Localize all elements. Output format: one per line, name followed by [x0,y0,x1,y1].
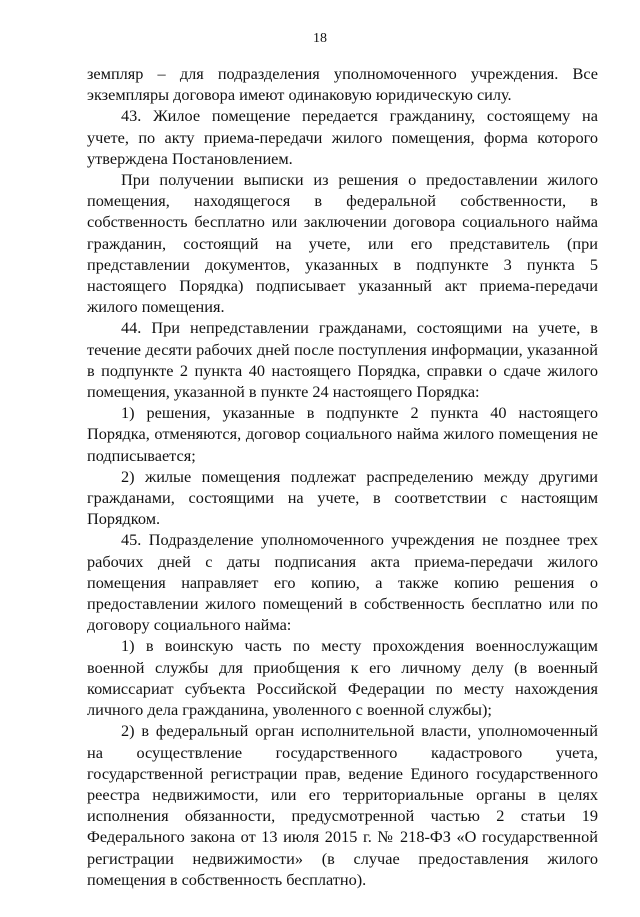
paragraph-item-44-sub-2: 2) жилые помещения подлежат распределению между другими гражданами, состоящими на учете, в соответствии с настоящим Порядком. [87,466,598,529]
document-body [87,63,598,890]
paragraph-item-45: 45. Подразделение уполномоченного учреждения не позднее трех рабочих дней с даты подписания акта приема-передачи жилого помещения направляет его копию, а также копию решения о предоставлении жилого помещений в собственность бесплатно или по договору социального найма: [87,530,598,635]
paragraph-item-44: 44. При непредставлении гражданами, состоящими на учете, в течение десяти рабочих дней после поступления информации, указанной в подпункте 2 пункта 40 настоящего Порядка, справки о сдаче жилого помещения, указанной в пункте 24 настоящего Порядка: [87,318,598,402]
paragraph-item-43-act: При получении выписки из решения о предоставлении жилого помещения, находящегося в федеральной собственности, в собственность бесплатно или заключении договора социального найма гражданин, состоящий на учете, или его представитель (при представлении документов, указанных в подпункте 3 пункта 5 настоящего Порядка) подписывает указанный акт приема-передачи жилого помещения. [87,170,598,317]
paragraph-item-44-sub-1: 1) решения, указанные в подпункте 2 пункта 40 настоящего Порядка, отменяются, договор социального найма жилого помещения не подписывается; [87,403,598,465]
paragraph-continuation: земпляр – для подразделения уполномоченного учреждения. Все экземпляры договора имеют одинаковую юридическую силу. [87,64,598,105]
paragraph-item-45-sub-1: 1) в воинскую часть по месту прохождения военнослужащим военной службы для приобщения к его личному делу (в военный комиссариат субъекта Российской Федерации по месту нахождения личного дела гражданина, уволенного с военной службы); [87,636,598,720]
paragraph-item-45-sub-2: 2) в федеральный орган исполнительной власти, уполномоченный на осуществление государственного кадастрового учета, государственной регистрации прав, ведение Единого государственного реестра недвижимости, или его территориальные органы в целях исполнения обязанности, предусмотренной частью 2 статьи 19 Федерального закона от 13 июля 2015 г. № 218-ФЗ «О государственной регистрации недвижимости» (в случае предоставления жилого помещения в собственность бесплатно). [87,721,598,889]
paragraph-item-43: 43. Жилое помещение передается гражданину, состоящему на учете, по акту приема-передачи жилого помещения, форма которого утверждена Постановлением. [87,106,598,168]
page-number: 18 [313,31,327,46]
